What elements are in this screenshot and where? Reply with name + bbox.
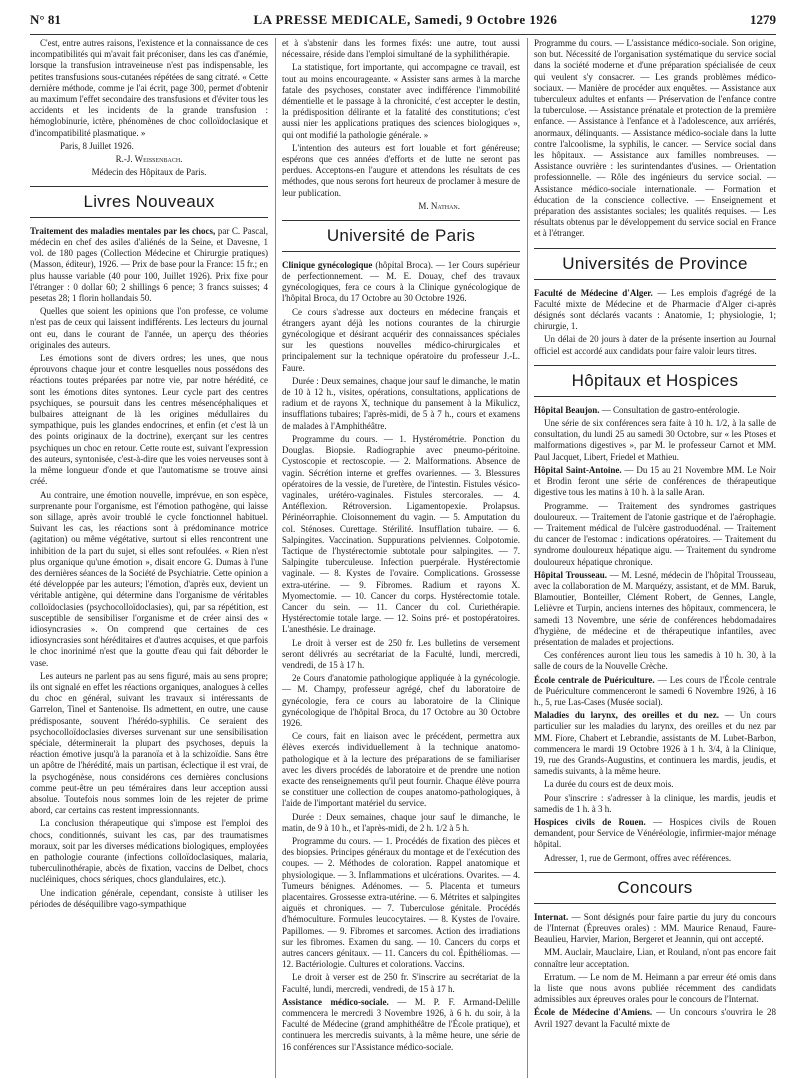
review-paragraph: Les émotions sont de divers ordres; les unes, que nous éprouvons chaque jour et contre lesquelles nous possédons des réactions toutes préparées par notre vie, par notre hérédité, ce sont les émotions dites syntones. Leur cycle part des centres psychiques, se poursuit dans les centres mésencéphaliques et bulbaires atteignant de là les origines médullaires du sympathique, puis les glandes endocrines, et enfin (et c'est là un des points originaux de la doctrine), exerçant sur les centres psychiques un choc en retour. Cette route est, suivant l'expression des auteurs, syntonisée, c'est-à-dire que les voies nerveuses sont à la même longueur d'onde et que l'automatisme se trouve ainsi créé. [30, 353, 268, 487]
author-title: Médecin des Hôpitaux de Paris. [91, 166, 207, 177]
beaujon-paragraph: Une série de six conférences sera faite à 10 h. 1/2, à la salle de consultation, du lundi 25 au samedi 30 Octobre, sur « les Ptoses et malformations digestives », par M. le professeur Carnot et MM. Paul Jacquet, Libert, Friedel et Mathieu. [534, 418, 776, 462]
review-paragraph: Une indication générale, cependant, consiste à utiliser les périodes de déséquilibre vago-sympathique [30, 887, 268, 909]
clinic-paragraph: Durée : Deux semaines, chaque jour sauf le dimanche, le matin de 10 à 12 h., visites, opérations, consultations, applications de radium et de rayons X, technique du pansement à la Mikulicz, insufflations tubaires; l'après-midi, de 5 à 7 h., cours et examens de malades à l'Amphithéâtre. [282, 375, 520, 431]
beaujon-paragraph: — Consultation de gastro-entérologie. [601, 404, 740, 415]
clinic-paragraph: Ce cours s'adresse aux docteurs en médecine français et étrangers ayant déjà les notions courantes de la chirurgie gynécologique et désirant acquérir des connaissances spéciales sur les questions nouvelles médico-chirurgicales et principalement sur la technique opératoire du professeur J.-L. Faure. [282, 306, 520, 373]
alger-paragraph: — Les emplois d'agrégé de la Faculté mixte de Médecine et de Pharmacie d'Alger ci-après désignés sont déclarés vacants : Anatomie, 1; physiologie, 1; chirurgie, 1. [534, 287, 776, 332]
column-1 [30, 38, 268, 1078]
review-paragraph: Les auteurs ne parlent pas au sens figuré, mais au sens propre; ils ont signalé en effet les réactions organiques, analogues à celles du choc en général, suivant les travaux si intéressants de Garrelon, Tinel et Santenoise. Ils admettent, en outre, une cause prédisposante, souvent l'hérédo-syphilis. Ce seraient des psychocolloïdoclasies diverses survenant sur une sensibilisation spéciale, déterminerait la plupart des psychoses, depuis la réaction émotive jusqu'à la paranoïa et à la schizoïdie. Sans être un apôtre de l'hérédité, mais un partisan, éclectique il est vrai, de la psychogénèse, nous considérons ces dernières conclusions comme peut-être un peu téméraires dans leur acception aussi absolue. Toutefois nous sommes loin de les rejeter de prime abord, car certains cas restent impressionnants. [30, 670, 268, 816]
puericulture-paragraph: — Les cours de l'École centrale de Puériculture commenceront le samedi 6 Novembre 1926, à 16 h., 5, rue Las-Cases (Musée social). [534, 674, 776, 707]
section-title-hopitaux: Hôpitaux et Hospices [534, 365, 776, 397]
intro-paragraph: C'est, entre autres raisons, l'existence et la connaissance de ces incompatibilités qui m'avait fait préconiser, dans les cas d'anémie, lorsque la transfusion intraveineuse n'est pas indispensable, les petites transfusions sous-cutanées répétées de sang citraté. « Cette dernière méthode, comme je l'ai écrit, page 300, permet d'obtenir au maximum l'effet secondaire des transfusions et d'éviter tous les accidents et les incidents de la grande transfusion : hémoglobinurie, ictère, phénomènes de choc colloïdoclasique et d'incompatibilité plasmatique. » [30, 38, 268, 138]
section-title-universites-province: Universités de Province [534, 248, 776, 280]
rouen-paragraph: — Hospices civils de Rouen demandent, pour Service de Vénéréologie, infirmier-major ménage hôpital. [534, 816, 776, 850]
clinic-intro: (hôpital Broca). — 1er Cours supérieur de perfectionnement. — M. E. Douay, chef des travaux gynécologiques, fera ce cours à la Clinique gynécologique de l'hôpital Broca, du 17 Octobre au 30 Octobre 1926. [282, 259, 520, 304]
review-paragraph: Au contraire, une émotion nouvelle, imprévue, en son espèce, surprenante pour l'organisme, est l'émotion pathogène, qui laisse son sillage, après avoir troublé le cycle fonctionnel habituel. Suivant les cas, les réactions sont à prédominance motrice (agitation) ou même végétative, surtout si elles rencontrent une inhibition de la part du sujet, si elles sont refoulées. « Rien n'est plus organique qu'une émotion », disait encore G. Dumas à l'une des dernières séances de la Société de Psychiatrie. Cette opinion a été développée par les auteurs; l'émotion, d'après eux, devient un véritable antigène, qui détermine dans l'organisme de véritables colloïdoclasies (psychocolloïdoclasies), qui, par sa répétition, est susceptible de sensibiliser l'organisme et de créer ainsi des « idiosyncrasies ». On comprend que certaines de ces idiosyncrasies sont héréditaires et d'autres acquises, et que parfois le choc inorinimé n'est que la goutte d'eau qui fait déborder le vase. [30, 489, 268, 668]
clinic-paragraph: 2e Cours d'anatomie pathologique appliquée à la gynécologie. — M. Champy, professeur agrégé, chef du laboratoire de gynécologie, fera ce cours au laboratoire de la Clinique gynécologique de l'hôpital Broca, du 17 Octobre au 30 Octobre 1926. [282, 673, 520, 728]
review-signature: M. Nathan. [418, 200, 460, 211]
review-continuation: et à s'abstenir dans les formes fixés: une autre, tout aussi nécessaire, réside dans l'emploi simultané de la syphilithérapie. [282, 38, 520, 60]
review-paragraph: Quelles que soient les opinions que l'on professe, ce volume n'est pas de ceux qui laissent indifférents. Les lecteurs du journal ont eu, dans le courant de l'année, un aperçu des théories originales des auteurs. [30, 306, 268, 350]
column-divider [275, 38, 276, 1078]
clinic-paragraph: Programme du cours. — 1. Hystérométrie. Ponction du Douglas. Biopsie. Radiographie avec pneumo-péritoine. Cystoscopie et rectoscopie. — 2. Malformations. Absence de vagin. Sécrétion interne et greffes ovariennes. — 3. Blessures opératoires de la vessie, de l'uretère, de l'intestin. Fistules vésico-vaginales, urétéro-vaginales. Fistules stercorales. — 4. Antéflexion. Rétroversion. Ligamentopexie. Prolapsus. Périnéorraphie. Cloisonnement du vagin. — 5. Amputation du col. Sténoses. Curettage. Stérilité. Insufflation tubaire. — 6. Salpingites. Vaccination. Suppurations pelviennes. Colpotomie. Tactique de l'hystérectomie subtotale pour salpingites. — 7. Salpingite tuberculeuse. Infection puerpérale. Hystérectomie vaginale. — 8. Kystes de l'ovaire. Complications. Grossesse extra-utérine. — 9. Fibromes. Radium et rayons X. Myomectomie. — 10. Cancer du corps. Hystérectomie totale. Cancer du sein. — 11. Cancer du col. Curiethérapie. Hystérectomie totale large. — 12. Soins pré- et postopératoires. L'anesthésie. Le drainage. [282, 433, 520, 635]
alger-paragraph: Un délai de 20 jours à dater de la présente insertion au Journal officiel est accordé aux candidats pour faire valoir leurs titres. [534, 334, 776, 356]
review-continuation: La statistique, fort importante, qui accompagne ce travail, est tout au moins encourageante. « Assister sans armes à la marche fatale des psychoses, constater avec indifférence l'immobilité démentielle et le passage à la chronicité, c'est accepter le destin, la prédisposition délirante et la fatalité des constitutions; c'est aussi nier les applications pratiques des sciences biologiques », qui ont modifié la pathologie générale. » [282, 62, 520, 140]
internat-paragraph: — Sont désignés pour faire partie du jury du concours de l'Internat (Épreuves orales) : MM. Maurice Renaud, Faure-Beaulieu, Harvier, Marion, Bergeret et Jeannin, qui ont accepté. [534, 911, 776, 945]
larynx-title: Maladies du larynx, des oreilles et du nez. [534, 710, 720, 721]
larynx-paragraph: La durée du cours est de deux mois. [544, 779, 674, 790]
amiens-paragraph: — Un concours s'ouvrira le 28 Avril 1927 devant la Faculté mixte de [534, 1007, 776, 1029]
larynx-paragraph: Pour s'inscrire : s'adresser à la clinique, les mardis, jeudis et samedis de 1 h. à 3 h. [534, 792, 776, 814]
larynx-paragraph: — Un cours particulier sur les maladies du larynx, des oreilles et du nez par MM. Fiore, Chabert et Lebrandie, assistants de M. Lubet-Barbon, commencera le mardi 19 Octobre 1926 à 1 h. 3/4, à la Clinique, 19, rue des Grands-Augustins, et continuera les mardis, jeudis, et samedis suivants, à la même heure. [534, 710, 776, 777]
trousseau-paragraph: Ces conférences auront lieu tous les samedis à 10 h. 30, à la salle de cours de la Nouvelle Crèche. [534, 650, 776, 672]
book-title: Traitement des maladies mentales par les chocs, [30, 225, 216, 236]
section-title-livres: Livres Nouveaux [30, 186, 268, 218]
newspaper-page [30, 12, 776, 1078]
rouen-paragraph: Adresser, 1, rue de Germont, offres avec références. [544, 852, 732, 863]
clinic-paragraph: Le droit à verser est de 250 fr. Les bulletins de versement seront délivrés au secrétariat de la Faculté, lundi, mercredi, vendredi, de 15 à 17 h. [282, 637, 520, 670]
trousseau-title: Hôpital Trousseau. [534, 569, 608, 580]
place-date: Paris, 8 Juillet 1926. [60, 140, 134, 151]
saint-antoine-paragraph: Programme. — Traitement des syndromes gastriques douloureux. — Traitement de l'atonie gastrique et de l'aérophagie. — Traitement médical de l'ulcère gastroduodénal. — Traitement du cancer de l'estomac : indications opératoires. — Traitement du syndrome douloureux hépatique aigu. — Traitement du syndrome douloureux hépatique chronique. [534, 500, 776, 567]
review-paragraph: La conclusion thérapeutique qui s'impose est l'emploi des chocs, conditionnés, suivant les cas, par des traumatismes moraux, soit par les diverses médications biologiques, employées en pathologie courante (infections colloïdoclasiques, malaria, tuberculinothérapie, abcès de fixation, vaccins de Delbet, chocs nucléiniques, chocs sériques, chocs glandulaires, etc.). [30, 818, 268, 885]
column-2 [282, 38, 520, 1078]
programme-paragraph: Programme du cours. — L'assistance médico-sociale. Son origine, son but. Nécessité de l'organisation systématique du service social dans la société moderne et d'une préparation spécialisée de ceux qui veulent s'y consacrer. — Les grands problèmes médico-sociaux. — Manière de procéder aux enquêtes. — Assistance aux tuberculeux adultes et enfants — Préservation de l'enfance contre la tuberculose. — Assistance prénatale et protection de la première enfance. — Assistance à l'enfance et à l'adolescence, aux arriérés, anormaux, délinquants. — Assistance médico-sociale dans la lutte contre l'alcoolisme, la syphilis, le cancer. — Service social dans les hôpitaux. — Assistance aux familles nombreuses. — Assistance ouvrière : les surintendantes d'usines. — Orientation professionnelle. — Rôle des ingénieurs du service social. — Assistance médico-sociale internationale. — Formation et éducation de la conscience collective. — Enseignement et préparation des assistantes sociales; les qualités requises. — Les résultats obtenus par le développement du service social en France et à l'étranger. [534, 38, 776, 239]
section-title-universite-paris: Université de Paris [282, 220, 520, 252]
trousseau-paragraph: — M. Lesné, médecin de l'hôpital Trousseau, avec la collaboration de M. Marquézy, assistant, et de MM. Baruk, Blamoutier, Bonteiller, Clément Robert, de Gennes, Langle, Lelièvre et Turpin, anciens internes des hôpitaux, commencera, le samedi 13 Novembre, une série de conférences hebdomadaires d'hygiène, de médecine et de thérapeutique infantiles, avec présentation de malades et projections. [534, 569, 776, 647]
saint-antoine-title: Hôpital Saint-Antoine. [534, 464, 622, 475]
clinic-paragraph: Le droit à verser est de 250 fr. S'inscrire au secrétariat de la Faculté, lundi, mercredi, vendredi, de 15 à 17 h. [282, 972, 520, 994]
saint-antoine-paragraph: — Du 15 au 21 Novembre MM. Le Noir et Brodin feront une série de conférences de thérapeutique digestive tous les matins à 10 h. à la salle Aran. [534, 464, 776, 498]
internat-title: Internat. [534, 911, 569, 922]
journal-title: LA PRESSE MEDICALE, Samedi, 9 Octobre 1926 [253, 12, 558, 27]
section-title-concours: Concours [534, 872, 776, 904]
puericulture-title: École centrale de Puériculture. [534, 674, 655, 685]
clinic-paragraph: Ce cours, fait en liaison avec le précédent, permettra aux élèves exercés individuellement à la technique anatomo-pathologique et à la lecture des préparations de se familiariser avec les divers procédés de laboratoire et de prendre une notion exacte des renseignements qu'il peut fournir. Chaque élève pourra se constituer une collection de coupes anatomo-pathologiques, à l'aide de l'important matériel du service. [282, 731, 520, 809]
internat-paragraph: Erratum. — Le nom de M. Heimann a par erreur été omis dans la liste que nous avons publiée récemment des candidats admissibles aux épreuves orales pour le concours de l'Internat. [534, 971, 776, 1005]
clinic-paragraph: Durée : Deux semaines, chaque jour sauf le dimanche, le matin, de 9 à 10 h., et l'après-midi, de 2 h. 1/2 à 5 h. [282, 811, 520, 833]
assistance-paragraph: — M. P. F. Armand-Delille commencera le mercredi 3 Novembre 1926, à 6 h. du soir, à la Faculté de Médecine (grand amphithéâtre de l'École pratique), et continuera les mercredis suivants, à la même heure, une série de 16 conférences sur l'Assistance médico-sociale. [282, 996, 520, 1052]
rouen-title: Hospices civils de Rouen. [534, 816, 646, 827]
clinic-title: Clinique gynécologique [282, 259, 373, 270]
assistance-title: Assistance médico-sociale. [282, 996, 389, 1007]
book-reference: par C. Pascal, médecin en chef des asiles d'aliénés de la Seine, et Davesne, 1 vol. de 180 pages (Collection Médecine et Chirurgie pratiques) (Masson, éditeur), 1926. — Prix de base pour la France: 15 fr.; en plus hausse variable (40 pour 100, Juillet 1926). Prix fixe pour l'étranger : 0 dollar 60; 2 shillings 6 pence; 3 francs suisses; 4 pesetas 28; 1 florin hollandais 50. [30, 225, 268, 304]
author-name: R.-J. Weissenbach. [115, 153, 183, 164]
issue-number: N° 81 [30, 12, 61, 27]
internat-paragraph: MM. Auclair, Mauclaire, Lian, et Rouland, n'ont pas encore fait connaître leur acceptation. [534, 947, 776, 969]
beaujon-title: Hôpital Beaujon. [534, 404, 600, 415]
page-number: 1279 [750, 12, 776, 27]
review-continuation: L'intention des auteurs est fort louable et fort généreuse; espérons que ces années d'efforts et de lutte ne seront pas perdues. Acceptons-en l'augure et attendons les résultats de ces méthodes, que nous serons fort heureux de proclamer à mesure de leur publication. [282, 142, 520, 198]
column-3 [534, 38, 776, 1078]
amiens-title: École de Médecine d'Amiens. [534, 1007, 653, 1018]
page-header [30, 12, 776, 35]
alger-title: Faculté de Médecine d'Alger. [534, 287, 653, 298]
column-divider [527, 38, 528, 1078]
clinic-paragraph: Programme du cours. — 1. Procédés de fixation des pièces et des biopsies. Principes généraux du montage et de l'exécution des coupes. — 2. Méthodes de coloration. Rappel anatomique et physiologique. — 3. Inflammations et ulcérations. Ovarites. — 4. Tumeurs bénignes. Adénomes. — 5. Placenta et tumeurs placentaires. Grossesse extra-utérine. — 6. Métrites et salpingites aiguës et chroniques. — 7. Tuberculose génitale. Procédés d'hémoculture. Formules leucocytaires. — 8. Kystes de l'ovaire. Papillomes. — 9. Fibromes et sarcomes. Action des irradiations sur les fibromes. Examen du sang. — 10. Cancers du corps et autres cancers génitaux. — 11. Cancers du col. Épithéliomas. — 12. Bactériologie. Cultures et colorations. Vaccins. [282, 836, 520, 970]
